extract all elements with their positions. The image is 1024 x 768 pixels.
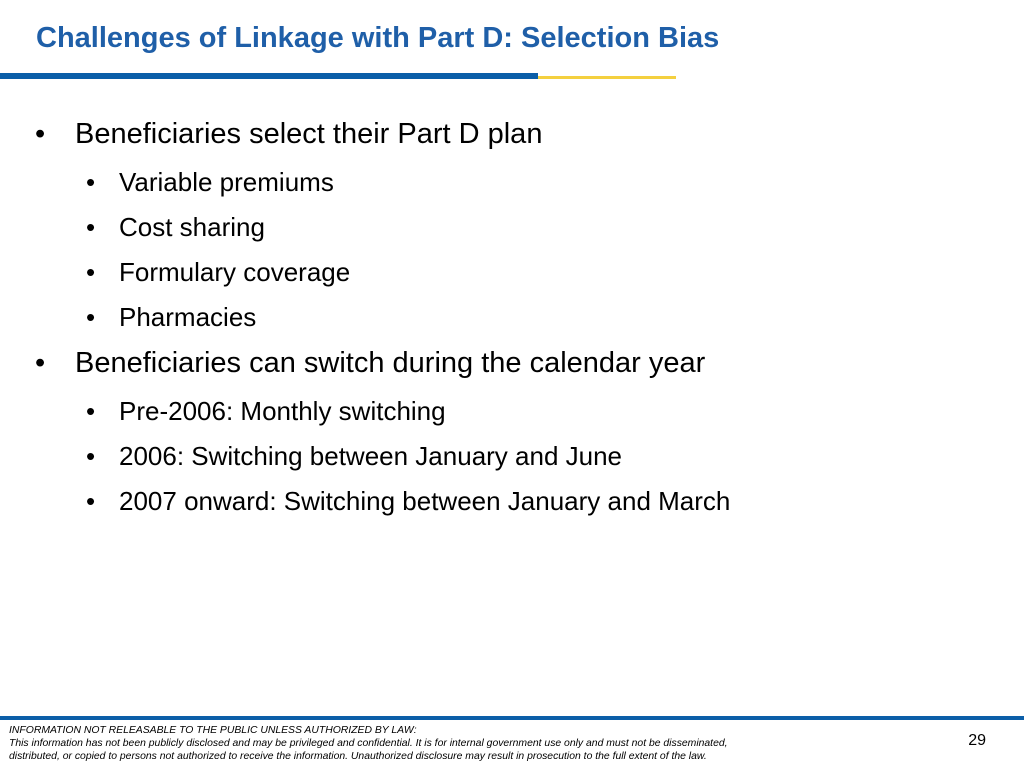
sub-bullet-text: Formulary coverage xyxy=(119,257,351,287)
bullet-text: Beneficiaries can switch during the calendar year xyxy=(75,347,706,379)
bullet-marker: • xyxy=(86,212,96,242)
sub-bullet-item xyxy=(86,302,257,333)
bullet-text: Beneficiaries select their Part D plan xyxy=(75,118,543,150)
footer-line: INFORMATION NOT RELEASABLE TO THE PUBLIC UNLESS AUTHORIZED BY LAW: xyxy=(9,725,417,736)
slide-title: Challenges of Linkage with Part D: Selection Bias xyxy=(36,22,720,54)
sub-bullet-item xyxy=(86,167,334,198)
footer-line: This information has not been publicly disclosed and may be privileged and confidential. It is for internal government use only and must not be disseminated, xyxy=(9,738,728,749)
bullet-marker: • xyxy=(35,347,46,379)
bullet-marker: • xyxy=(86,302,96,332)
bullet-marker: • xyxy=(86,441,96,471)
sub-bullet-item xyxy=(86,486,731,517)
bullet-marker: • xyxy=(86,396,96,426)
sub-bullet-item xyxy=(86,212,265,243)
bullet-marker: • xyxy=(86,167,96,197)
footer-disclaimer xyxy=(9,724,909,763)
bullet-marker: • xyxy=(86,257,96,287)
sub-bullet-text: 2006: Switching between January and June xyxy=(119,441,623,471)
sub-bullet-text: Variable premiums xyxy=(119,167,334,197)
sub-bullet-item xyxy=(86,257,351,288)
bullet-marker: • xyxy=(86,486,96,516)
bullet-item xyxy=(35,347,706,380)
sub-bullet-text: Pre-2006: Monthly switching xyxy=(119,396,446,426)
sub-bullet-text: Pharmacies xyxy=(119,302,257,332)
sub-bullet-item xyxy=(86,396,446,427)
footer-divider xyxy=(0,716,1024,720)
sub-bullet-text: 2007 onward: Switching between January and March xyxy=(119,486,731,516)
sub-bullet-text: Cost sharing xyxy=(119,212,265,242)
title-underline-blue xyxy=(0,73,538,79)
footer-line: distributed, or copied to persons not authorized to receive the information. Unauthorized disclosure may result in prosecution to the full extent of the law. xyxy=(9,751,707,762)
sub-bullet-item xyxy=(86,441,623,472)
bullet-item xyxy=(35,118,543,151)
bullet-marker: • xyxy=(35,118,46,150)
title-underline-yellow xyxy=(538,76,676,79)
page-number: 29 xyxy=(968,732,986,749)
